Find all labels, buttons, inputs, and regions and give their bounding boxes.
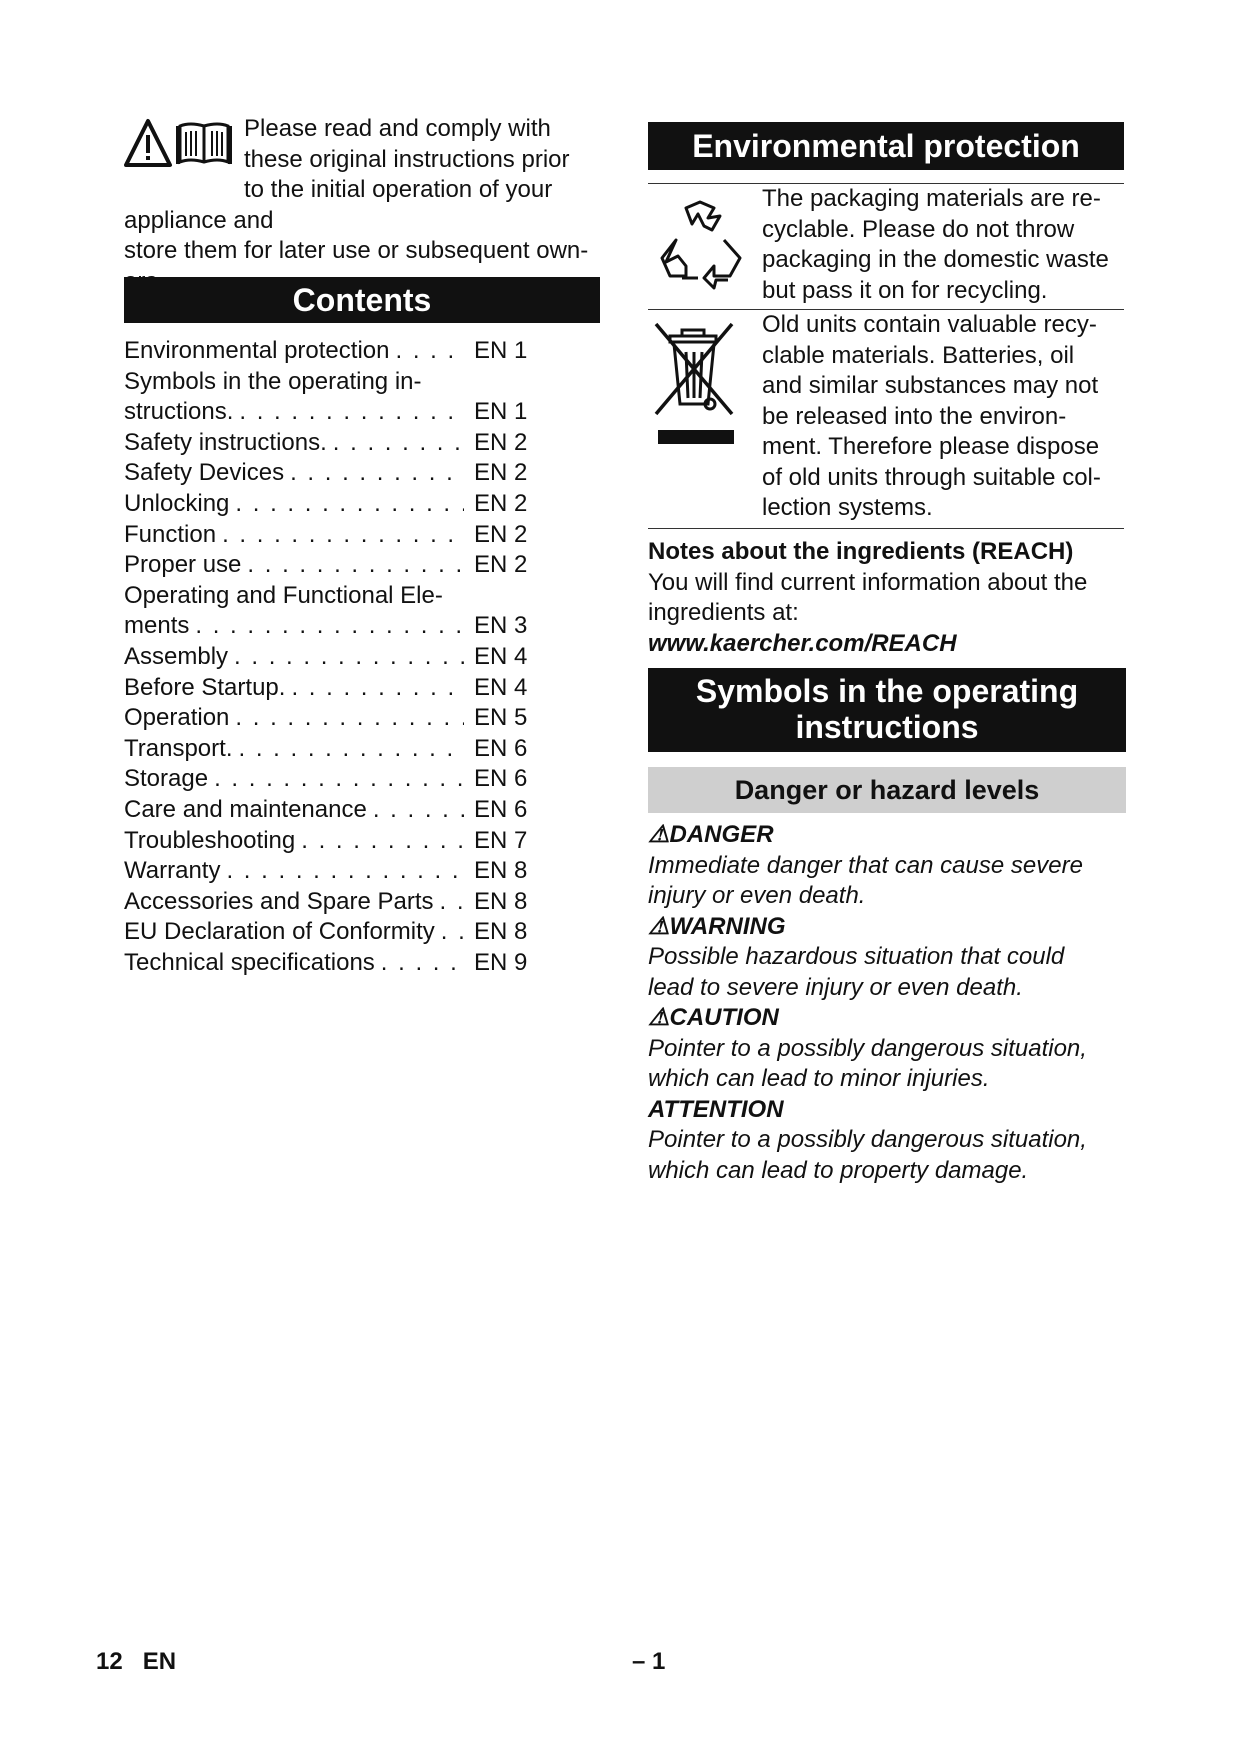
reach-notes	[648, 537, 1126, 659]
toc-item-accessories[interactable]	[124, 887, 544, 918]
toc-item-page: EN 4	[474, 673, 528, 701]
recycling-icon	[652, 196, 748, 292]
warning-triangle-icon	[126, 121, 170, 165]
toc-item-operation[interactable]	[124, 703, 544, 734]
toc-item-environmental-protection[interactable]	[124, 336, 544, 367]
crossed-bin-icon	[648, 318, 740, 446]
toc-item-page: EN 9	[474, 948, 528, 976]
toc-item-title: Assembly	[124, 642, 229, 670]
hazard-level-danger	[648, 820, 1126, 912]
old-units-notice	[648, 310, 1124, 526]
hazard-description: Pointer to a possibly dangerous situation,	[648, 1034, 1087, 1062]
toc-item-unlocking[interactable]	[124, 489, 544, 520]
contents-heading: Contents	[124, 277, 600, 323]
toc-item-title-line1: Operating and Functional Ele-	[124, 581, 443, 609]
hazard-levels-list	[648, 820, 1126, 1186]
toc-item-title-line1: Symbols in the operating in-	[124, 367, 422, 395]
toc-item-troubleshooting[interactable]	[124, 826, 544, 857]
warning-icon: ⚠	[648, 1004, 670, 1031]
warning-icon: ⚠	[648, 912, 670, 940]
old-units-line: clable materials. Batteries, oil	[762, 341, 1075, 369]
symbols-heading	[648, 668, 1126, 752]
old-units-line: lection systems.	[762, 494, 933, 521]
hazard-description: Immediate danger that can cause severe	[648, 851, 1083, 879]
toc-item-warranty[interactable]	[124, 856, 544, 887]
toc-item-page: EN 8	[474, 887, 528, 915]
toc-item-page: EN 6	[474, 795, 528, 823]
toc-item-safety-devices[interactable]	[124, 458, 544, 489]
intro-line-3: to the initial operation of your appliance and	[124, 176, 553, 234]
toc-item-page: EN 6	[474, 734, 528, 762]
toc-item-assembly[interactable]	[124, 642, 544, 673]
toc-item-title: Safety instructions.	[124, 428, 327, 456]
toc-item-page: EN 2	[474, 551, 528, 579]
toc-item-page: EN 2	[474, 489, 528, 517]
old-units-line: Old units contain valuable recy-	[762, 311, 1097, 338]
intro-line-2: these original instructions prior	[244, 145, 570, 173]
toc-item-title: Accessories and Spare Parts	[124, 887, 434, 915]
divider	[648, 528, 1124, 529]
symbols-heading-line2: instructions	[795, 709, 979, 745]
packaging-notice	[648, 184, 1124, 308]
hazard-level-caution	[648, 1003, 1126, 1095]
toc-item-title: Function	[124, 520, 217, 548]
toc-item-title: Storage	[124, 765, 209, 793]
warning-icon: ⚠	[648, 821, 670, 848]
old-units-line: ment. Therefore please dispose	[762, 433, 1100, 460]
toc-item-page: EN 1	[474, 337, 528, 364]
table-of-contents	[124, 336, 544, 978]
toc-item-function[interactable]	[124, 520, 544, 551]
toc-item-page: EN 4	[474, 642, 528, 670]
toc-item-page: EN 5	[474, 704, 528, 732]
intro-line-1: Please read and comply with	[244, 115, 551, 142]
intro-notice	[124, 114, 620, 297]
hazard-description: lead to severe injury or even death.	[648, 973, 1023, 1001]
toc-item-title: Troubleshooting	[124, 826, 296, 854]
toc-item-title: Care and maintenance	[124, 795, 367, 823]
toc-item-title: Safety Devices	[124, 459, 285, 487]
toc-item-page: EN 2	[474, 520, 528, 548]
toc-item-safety-instructions[interactable]	[124, 428, 544, 459]
page-index: – 1	[632, 1648, 666, 1675]
intro-line-4: store them for later use or subsequent own-	[124, 237, 589, 264]
toc-item-title: Technical specifications	[124, 948, 375, 976]
toc-item-page: EN 2	[474, 459, 528, 487]
page-language: EN	[142, 1648, 177, 1675]
toc-item-operating-elements[interactable]	[124, 581, 544, 642]
toc-item-transport[interactable]	[124, 734, 544, 765]
hazard-title: WARNING	[669, 912, 786, 940]
old-units-line: be released into the environ-	[762, 402, 1067, 430]
hazard-description: which can lead to property damage.	[648, 1156, 1029, 1184]
hazard-title: CAUTION	[669, 1004, 779, 1031]
toc-item-technical-specs[interactable]	[124, 948, 544, 979]
reach-text-line: You will find current information about the	[648, 568, 1088, 596]
environmental-protection-heading: Environmental protection	[648, 122, 1124, 170]
packaging-line: packaging in the domestic waste	[762, 246, 1109, 273]
hazard-level-attention	[648, 1095, 1126, 1187]
hazard-description: Pointer to a possibly dangerous situation,	[648, 1126, 1087, 1153]
toc-item-title: ments	[124, 612, 190, 640]
toc-item-title: Proper use	[124, 551, 242, 579]
intro-icons	[124, 118, 240, 176]
toc-item-title: Unlocking	[124, 489, 230, 517]
symbols-heading-line1: Symbols in the operating	[695, 673, 1079, 709]
toc-item-before-startup[interactable]	[124, 673, 544, 704]
reach-link[interactable]: www.kaercher.com/REACH	[648, 629, 957, 657]
hazard-levels-subheading: Danger or hazard levels	[648, 767, 1126, 813]
toc-item-symbols[interactable]	[124, 367, 544, 428]
toc-item-title: Warranty	[124, 857, 221, 885]
packaging-line: but pass it on for recycling.	[762, 276, 1048, 304]
page-number: 12	[96, 1648, 123, 1675]
toc-item-care-maintenance[interactable]	[124, 795, 544, 826]
toc-item-page: EN 8	[474, 857, 528, 885]
toc-item-page: EN 8	[474, 918, 528, 946]
toc-item-title: Operation	[124, 704, 230, 732]
hazard-description: which can lead to minor injuries.	[648, 1065, 990, 1092]
toc-item-title: structions.	[124, 398, 234, 426]
toc-item-eu-declaration[interactable]	[124, 917, 544, 948]
page-footer	[96, 1648, 176, 1676]
hazard-level-warning	[648, 912, 1126, 1004]
toc-item-title: Before Startup.	[124, 673, 286, 701]
hazard-title: ATTENTION	[648, 1095, 784, 1123]
toc-item-page: EN 1	[474, 398, 528, 426]
old-units-line: of old units through suitable col-	[762, 463, 1101, 491]
hazard-description: Possible hazardous situation that could	[648, 943, 1065, 970]
packaging-line: cyclable. Please do not throw	[762, 215, 1075, 243]
reach-text-line: ingredients at:	[648, 599, 799, 626]
toc-item-title: EU Declaration of Conformity	[124, 918, 435, 946]
toc-item-page: EN 3	[474, 612, 528, 640]
toc-item-storage[interactable]	[124, 764, 544, 795]
manual-book-icon	[176, 124, 232, 164]
toc-item-page: EN 2	[474, 428, 528, 456]
toc-item-title: Transport.	[124, 734, 233, 762]
packaging-line: The packaging materials are re-	[762, 185, 1101, 212]
toc-item-title: Environmental protection	[124, 337, 390, 364]
reach-heading: Notes about the ingredients (REACH)	[648, 538, 1074, 565]
toc-item-proper-use[interactable]	[124, 550, 544, 581]
hazard-description: injury or even death.	[648, 882, 866, 909]
toc-item-page: EN 7	[474, 826, 528, 854]
old-units-line: and similar substances may not	[762, 372, 1099, 399]
toc-item-page: EN 6	[474, 765, 528, 793]
hazard-title: DANGER	[669, 821, 774, 848]
